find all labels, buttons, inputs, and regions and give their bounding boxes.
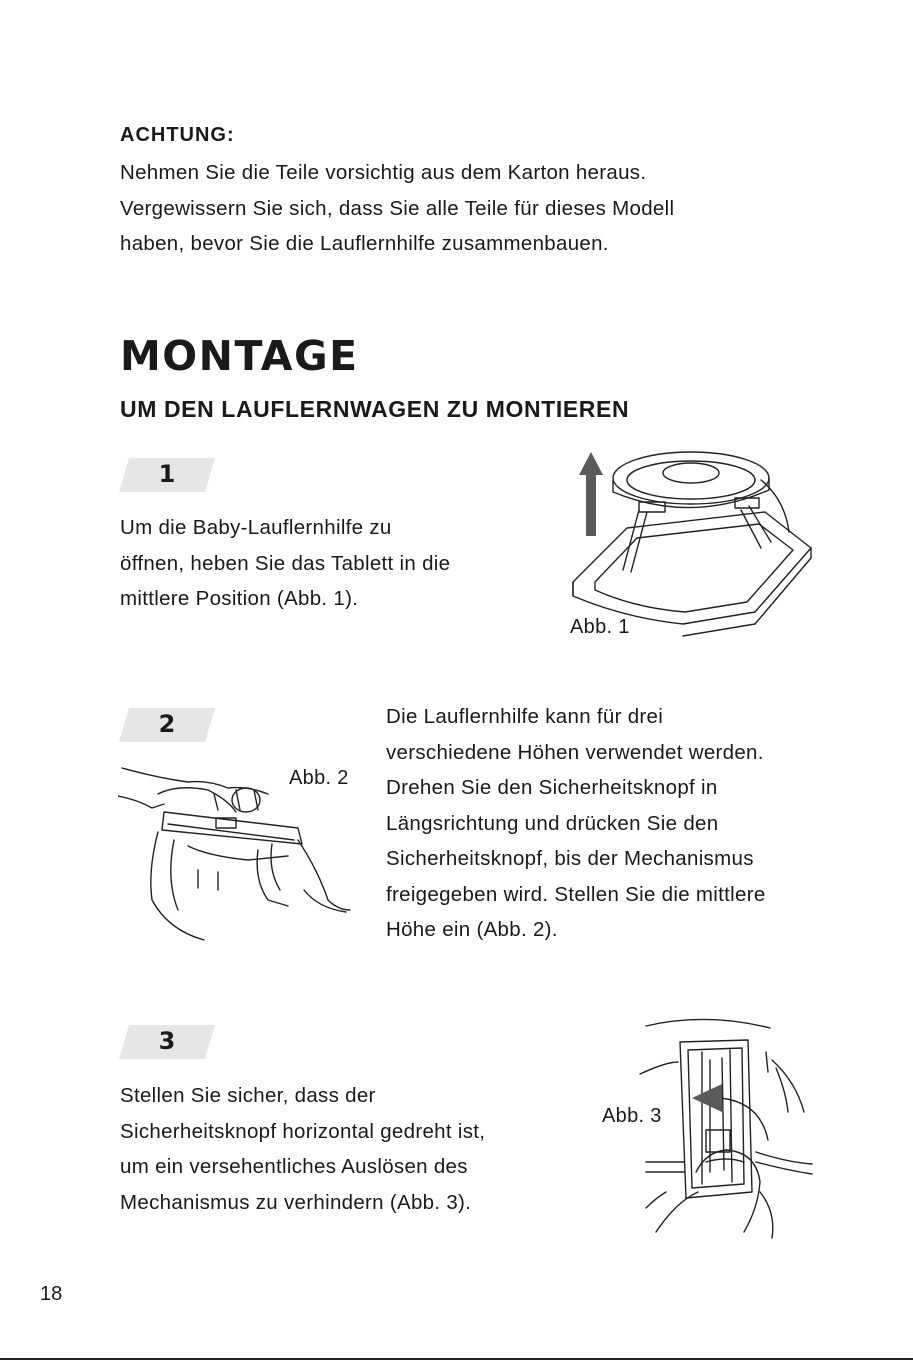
warning-line: haben, bevor Sie die Lauflernhilfe zusammenbauen. (120, 232, 609, 255)
figure-2-label: Abb. 2 (289, 767, 349, 789)
step-2-line: Die Lauflernhilfe kann für drei (386, 705, 664, 728)
figure-2-hand-illustration (118, 760, 358, 950)
step-2-line: Drehen Sie den Sicherheitsknopf in (386, 776, 718, 799)
arrowhead-icon (692, 1084, 722, 1112)
bottom-rule (0, 1358, 913, 1360)
warning-text (120, 155, 820, 262)
step-2-number: 2 (158, 710, 176, 738)
step-3-line: Stellen Sie sicher, dass der (120, 1084, 376, 1107)
warning-line: Nehmen Sie die Teile vorsichtig aus dem Karton heraus. (120, 161, 647, 184)
step-3-number: 3 (158, 1027, 176, 1055)
step-1-badge (119, 458, 215, 492)
step-2-line: Sicherheitsknopf, bis der Mechanismus (386, 847, 754, 870)
page-title: MONTAGE (120, 332, 359, 380)
step-2-line: verschiedene Höhen verwendet werden. (386, 740, 764, 764)
figure-1-label: Abb. 1 (570, 616, 630, 638)
step-2-badge (119, 708, 215, 742)
step-1-number: 1 (158, 460, 176, 488)
figure-3-knob-illustration (636, 1012, 816, 1242)
step-3-line: um ein versehentliches Auslösen des (120, 1155, 468, 1178)
up-arrow-icon (579, 452, 603, 536)
step-3-line: Mechanismus zu verhindern (Abb. 3). (120, 1190, 472, 1214)
step-1-line: Um die Baby-Lauflernhilfe zu (120, 516, 392, 539)
warning-heading: ACHTUNG: (120, 124, 235, 146)
step-1-line: mittlere Position (Abb. 1). (120, 587, 359, 610)
warning-line: Vergewissern Sie sich, dass Sie alle Teile für dieses Modell (120, 196, 675, 220)
rotate-arrow-icon (720, 1098, 768, 1140)
step-2-text (386, 699, 826, 948)
step-2-line: freigegeben wird. Stellen Sie die mittlere (386, 882, 766, 906)
figure-3-label: Abb. 3 (602, 1105, 662, 1127)
step-2-line: Längsrichtung und drücken Sie den (386, 811, 719, 835)
step-1-line: öffnen, heben Sie das Tablett in die (120, 551, 451, 575)
step-2-line: Höhe ein (Abb. 2). (386, 918, 558, 941)
figure-1-walker-illustration (565, 440, 825, 640)
step-1-text (120, 510, 520, 617)
step-3-text (120, 1078, 560, 1220)
step-3-line: Sicherheitsknopf horizontal gedreht ist, (120, 1119, 486, 1143)
section-subtitle: UM DEN LAUFLERNWAGEN ZU MONTIEREN (120, 396, 630, 422)
page-number: 18 (40, 1283, 63, 1305)
step-3-badge (119, 1025, 215, 1059)
